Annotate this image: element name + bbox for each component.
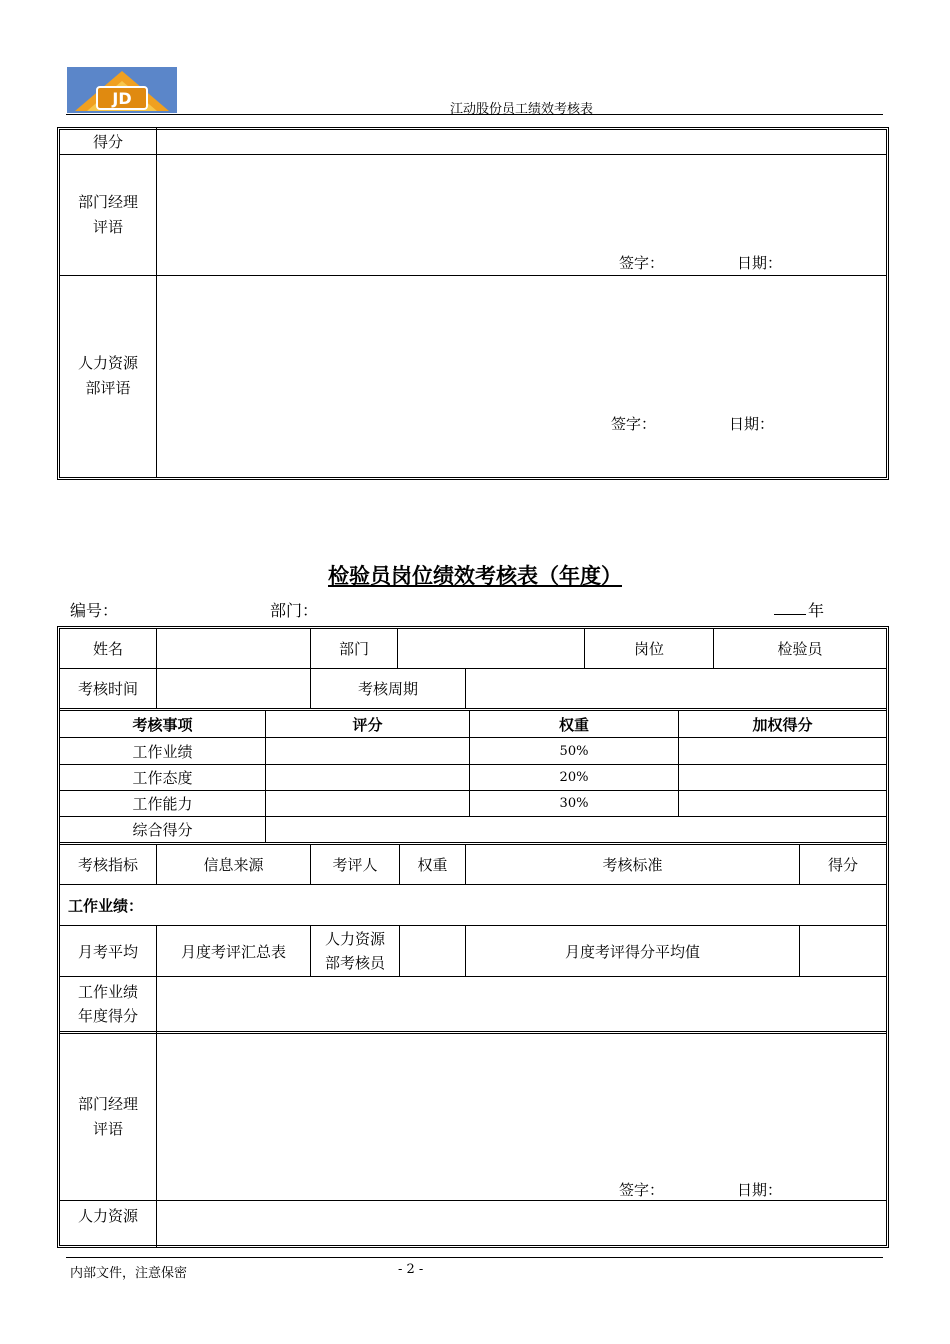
summary-row-item: 工作态度 <box>132 769 193 787</box>
position-value: 检验员 <box>777 640 823 658</box>
period-field[interactable] <box>466 669 886 708</box>
hr-sign-label: 签字： <box>611 415 657 433</box>
footer-rule <box>66 1257 883 1258</box>
time-field[interactable] <box>157 669 310 708</box>
summary-row-score-field[interactable] <box>266 791 469 816</box>
dept-manager-date-label: 日期： <box>737 254 783 272</box>
monthly-source: 月度考评汇总表 <box>180 942 286 961</box>
name-field[interactable] <box>157 629 310 668</box>
detail-header-evaluator: 考评人 <box>332 856 378 874</box>
name-label: 姓名 <box>92 640 123 658</box>
company-logo <box>67 67 177 113</box>
logo-text: JD <box>112 89 132 108</box>
footer-confidential: 内部文件，注意保密 <box>70 1266 188 1281</box>
dept-manager-label-line1: 部门经理 <box>77 193 138 211</box>
header-title: 江动股份员工绩效考核表 <box>450 102 594 117</box>
dept-label: 部门： <box>270 601 319 620</box>
monthly-indicator: 月考平均 <box>77 942 138 961</box>
year-label: 年 <box>808 601 825 620</box>
form-manager-label-line2: 评语 <box>92 1120 123 1138</box>
dept-manager-label-line2: 评语 <box>92 218 123 236</box>
summary-header-weighted: 加权得分 <box>752 716 813 734</box>
summary-row-item: 工作业绩 <box>132 742 193 761</box>
form-manager-sign-label: 签字： <box>619 1181 665 1199</box>
number-label: 编号： <box>70 601 119 620</box>
summary-row-score-field[interactable] <box>266 765 469 790</box>
monthly-evaluator <box>311 926 399 976</box>
detail-line-h <box>59 884 887 885</box>
form-line-2 <box>59 708 887 711</box>
monthly-standard: 月度考评得分平均值 <box>564 942 700 961</box>
monthly-weight-field[interactable] <box>400 926 465 976</box>
time-label: 考核时间 <box>77 680 138 698</box>
dept-manager-sign-label: 签字： <box>619 254 665 272</box>
annual-score-field[interactable] <box>157 977 886 1031</box>
total-score-field[interactable] <box>266 817 886 842</box>
summary-row-item: 工作能力 <box>132 795 193 813</box>
form-hr-comment-field[interactable] <box>157 1201 886 1246</box>
dept-manager-comment-label <box>60 155 156 275</box>
hr-date-label: 日期： <box>729 415 775 433</box>
position-label: 岗位 <box>633 640 664 658</box>
summary-header-weight: 权重 <box>558 716 589 734</box>
summary-row-weight: 30% <box>559 796 589 811</box>
hr-label-line1: 人力资源 <box>77 354 138 372</box>
monthly-evaluator-line2: 部考核员 <box>324 954 385 972</box>
year-blank[interactable] <box>774 614 806 615</box>
form-title <box>0 560 950 590</box>
form-manager-label-line1: 部门经理 <box>77 1095 138 1113</box>
hr-comment-label <box>60 276 156 476</box>
score-value-field[interactable] <box>157 129 886 154</box>
summary-row-weight: 20% <box>559 770 589 785</box>
detail-header-weight: 权重 <box>417 856 448 874</box>
summary-row-weight: 50% <box>559 743 589 759</box>
period-label: 考核周期 <box>357 680 418 698</box>
form-manager-comment-field[interactable] <box>157 1034 886 1200</box>
detail-header-standard: 考核标准 <box>602 856 663 874</box>
department-field[interactable] <box>398 629 584 668</box>
total-score-label: 综合得分 <box>132 821 193 839</box>
header-rule <box>66 114 883 115</box>
summary-row-score-field[interactable] <box>266 738 469 764</box>
monthly-score-field[interactable] <box>800 926 886 976</box>
form-hr-comment-label: 人力资源 <box>77 1206 138 1225</box>
summary-row-weighted-field[interactable] <box>679 738 886 764</box>
annual-score-label <box>60 977 156 1031</box>
detail-header-source: 信息来源 <box>203 856 264 874</box>
monthly-evaluator-line1: 人力资源 <box>324 930 385 948</box>
detail-header-indicator: 考核指标 <box>77 856 138 874</box>
summary-header-item: 考核事项 <box>132 716 193 734</box>
department-label: 部门 <box>338 640 369 658</box>
form-manager-comment-label <box>60 1034 156 1200</box>
detail-header-score: 得分 <box>827 856 858 874</box>
form-manager-date-label: 日期： <box>737 1181 783 1199</box>
form-title-text: 检验员岗位绩效考核表（年度） <box>328 563 622 588</box>
annual-label-line1: 工作业绩 <box>77 983 138 1001</box>
score-label: 得分 <box>92 133 123 151</box>
summary-row-weighted-field[interactable] <box>679 765 886 790</box>
hr-comment-field[interactable] <box>157 276 886 476</box>
section-work-performance-label: 工作业绩： <box>68 896 144 915</box>
summary-header-score: 评分 <box>352 716 383 734</box>
annual-label-line2: 年度得分 <box>77 1007 138 1025</box>
hr-label-line2: 部评语 <box>85 379 131 397</box>
footer-page-number: - 2 - <box>398 1262 424 1277</box>
summary-row-weighted-field[interactable] <box>679 791 886 816</box>
